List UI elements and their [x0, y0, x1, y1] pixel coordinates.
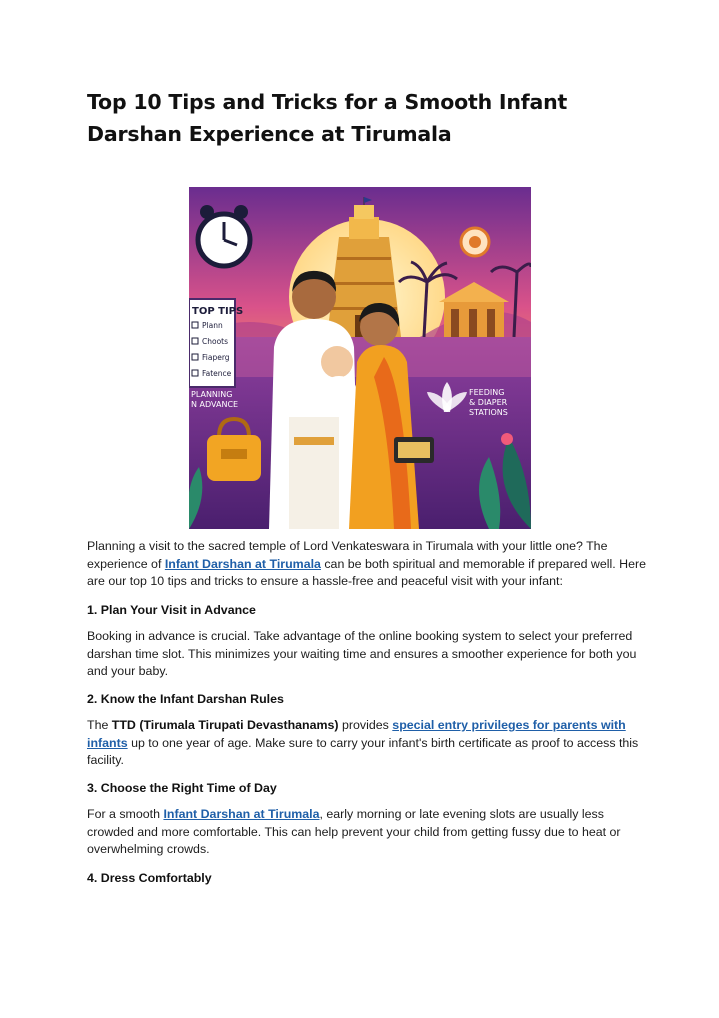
sign-item: Plann [202, 321, 223, 330]
infant-darshan-link[interactable]: Infant Darshan at Tirumala [163, 807, 320, 821]
intro-paragraph [87, 538, 647, 591]
sign-item: Choots [202, 337, 229, 346]
intro-text: Planning a visit to the sacred temple of Lord Venkateswara in Tirumala with your little one? The experience of [87, 539, 608, 571]
section-heading: 4. Dress Comfortably [87, 871, 212, 885]
clock-icon [198, 205, 250, 266]
right-caption: STATIONS [469, 408, 508, 417]
section-text: The [87, 718, 112, 732]
section-paragraph [87, 806, 647, 859]
top-tips-sign [189, 299, 243, 387]
left-caption: N ADVANCE [191, 400, 239, 409]
section-heading: 2. Know the Infant Darshan Rules [87, 692, 284, 706]
section-heading: 3. Choose the Right Time of Day [87, 781, 277, 795]
infant-darshan-link[interactable]: Infant Darshan at Tirumala [164, 556, 321, 571]
section-text: , early morning or late evening slots are usually less crowded and more comfortable. This can help prevent your child from getting fussy due to heat or overwhelming crowds. [87, 807, 621, 856]
section-text: provides [338, 718, 393, 732]
section-paragraph [87, 717, 647, 770]
hero-illustration [189, 187, 531, 529]
sign-item: Fiaperg [202, 353, 230, 362]
hero-illustration-art [189, 187, 531, 529]
left-caption: PLANNING [191, 390, 233, 399]
ttd-bold-text: TTD (Tirumala Tirupati Devasthanams) [111, 718, 339, 732]
page-title: Top 10 Tips and Tricks for a Smooth Infant Darshan Experience at Tirumala [87, 90, 568, 146]
section-text: up to one year of age. Make sure to carry your infant's birth certificate as proof to access this facility. [87, 735, 639, 767]
right-caption: & DIAPER [469, 398, 508, 407]
section-text: For a smooth [87, 807, 164, 821]
section-paragraph: Booking in advance is crucial. Take advantage of the online booking system to select your preferred darshan time slot. This minimizes your waiting time and ensures a smoother experience for both you and your baby. [87, 629, 637, 678]
pacifier-icon [461, 228, 489, 256]
sign-title: TOP TIPS [192, 306, 244, 317]
section-heading: 1. Plan Your Visit in Advance [87, 603, 256, 617]
right-caption: FEEDING [469, 388, 505, 397]
special-entry-link[interactable]: special entry privileges for parents with infants [87, 718, 626, 750]
sign-item: Fatence [202, 369, 232, 378]
intro-text: can be both spiritual and memorable if prepared well. Here are our top 10 tips and tricks to ensure a hassle-free and peaceful visit with your infant: [87, 556, 647, 588]
